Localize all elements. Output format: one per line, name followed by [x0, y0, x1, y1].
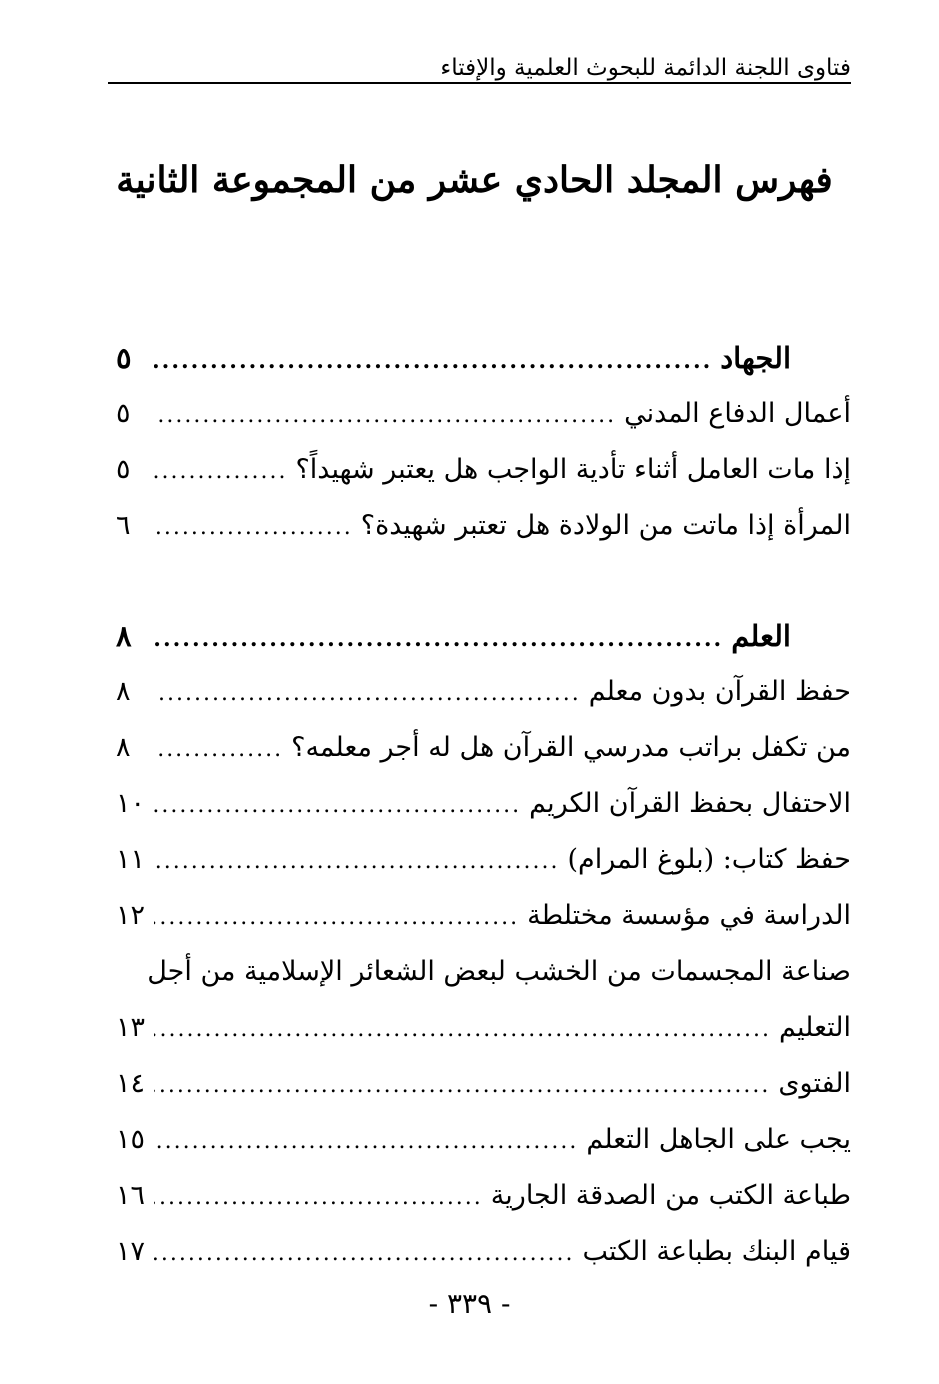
toc-leader-dots	[154, 834, 560, 890]
toc-entry-text: أعمال الدفاع المدني	[624, 398, 851, 429]
toc-entry-text: قيام البنك بطباعة الكتب	[582, 1236, 851, 1267]
toc-page-number: ٨	[116, 619, 132, 653]
toc-page-number: ١٤	[116, 1068, 146, 1099]
toc-heading-text: الجهاد	[720, 341, 791, 375]
table-of-contents	[116, 330, 851, 1280]
toc-entry-text: حفظ القرآن بدون معلم	[588, 676, 851, 707]
toc-entry-text: يجب على الجاهل التعلم	[586, 1124, 851, 1155]
toc-entry[interactable]	[116, 1224, 851, 1280]
toc-entry[interactable]	[116, 664, 851, 720]
toc-section-heading[interactable]	[116, 330, 851, 386]
toc-entry[interactable]	[116, 720, 851, 776]
toc-page-number: ١٣	[116, 1012, 146, 1043]
toc-entry[interactable]	[116, 888, 851, 944]
toc-page-number: ١٢	[116, 900, 146, 931]
toc-page-number: ٨	[116, 732, 131, 763]
toc-entry[interactable]	[116, 776, 851, 832]
toc-entry[interactable]	[116, 498, 851, 554]
toc-leader-dots	[154, 722, 283, 778]
toc-entry[interactable]	[116, 1168, 851, 1224]
toc-leader-dots	[154, 666, 581, 722]
toc-section-heading[interactable]	[116, 608, 851, 664]
toc-page-number: ١١	[116, 844, 146, 875]
toc-entry-text: من تكفل براتب مدرسي القرآن هل له أجر معلمه؟	[291, 732, 851, 763]
toc-entry-text: إذا مات العامل أثناء تأدية الواجب هل يعتبر شهيداً؟	[295, 454, 851, 485]
toc-page-number: ٥	[116, 454, 131, 485]
toc-heading-text: العلم	[731, 619, 791, 653]
section-gap	[116, 554, 851, 608]
toc-leader-dots	[154, 333, 712, 389]
toc-entry[interactable]	[116, 1056, 851, 1112]
header-rule	[108, 82, 851, 84]
toc-entry-wrapped-line[interactable]	[116, 944, 851, 1000]
toc-page-number: ١٦	[116, 1180, 146, 1211]
page-title: فهرس المجلد الحادي عشر من المجموعة الثانية	[116, 159, 833, 201]
toc-page-number: ١٥	[116, 1124, 146, 1155]
toc-page-number: ٦	[116, 510, 131, 541]
toc-page-number: ٨	[116, 676, 131, 707]
toc-entry-text: التعليم	[779, 1012, 851, 1043]
toc-leader-dots	[154, 1114, 578, 1170]
toc-entry-text: حفظ كتاب: (بلوغ المرام)	[567, 844, 851, 875]
toc-leader-dots	[154, 444, 287, 500]
toc-leader-dots	[154, 1002, 771, 1058]
toc-page-number: ٥	[116, 341, 132, 375]
toc-entry[interactable]	[116, 386, 851, 442]
running-header	[108, 52, 851, 92]
toc-leader-dots	[154, 1226, 575, 1282]
toc-leader-dots	[154, 611, 723, 667]
toc-entry-text: الاحتفال بحفظ القرآن الكريم	[529, 788, 851, 819]
toc-entry[interactable]	[116, 1112, 851, 1168]
toc-entry-text: صناعة المجسمات من الخشب لبعض الشعائر الإسلامية من أجل	[147, 956, 851, 987]
toc-page-number: ٥	[116, 398, 131, 429]
toc-page-number: ١٧	[116, 1236, 146, 1267]
toc-leader-dots	[154, 890, 519, 946]
toc-leader-dots	[154, 388, 616, 444]
toc-leader-dots	[154, 500, 353, 556]
toc-entry[interactable]	[116, 832, 851, 888]
toc-entry[interactable]	[116, 442, 851, 498]
toc-entry-text: الدراسة في مؤسسة مختلطة	[527, 900, 851, 931]
toc-leader-dots	[154, 1058, 770, 1114]
toc-entry[interactable]	[116, 1000, 851, 1056]
header-title: فتاوى اللجنة الدائمة للبحوث العلمية والإفتاء	[434, 54, 851, 82]
toc-entry-text: الفتوى	[778, 1068, 851, 1099]
toc-page-number: ١٠	[116, 788, 146, 819]
toc-leader-dots	[154, 778, 521, 834]
toc-entry-text: المرأة إذا ماتت من الولادة هل تعتبر شهيدة؟	[360, 510, 851, 541]
page-number-footer: - ٣٣٩ -	[428, 1287, 511, 1320]
toc-entry-text: طباعة الكتب من الصدقة الجارية	[490, 1180, 851, 1211]
toc-leader-dots	[154, 1170, 483, 1226]
